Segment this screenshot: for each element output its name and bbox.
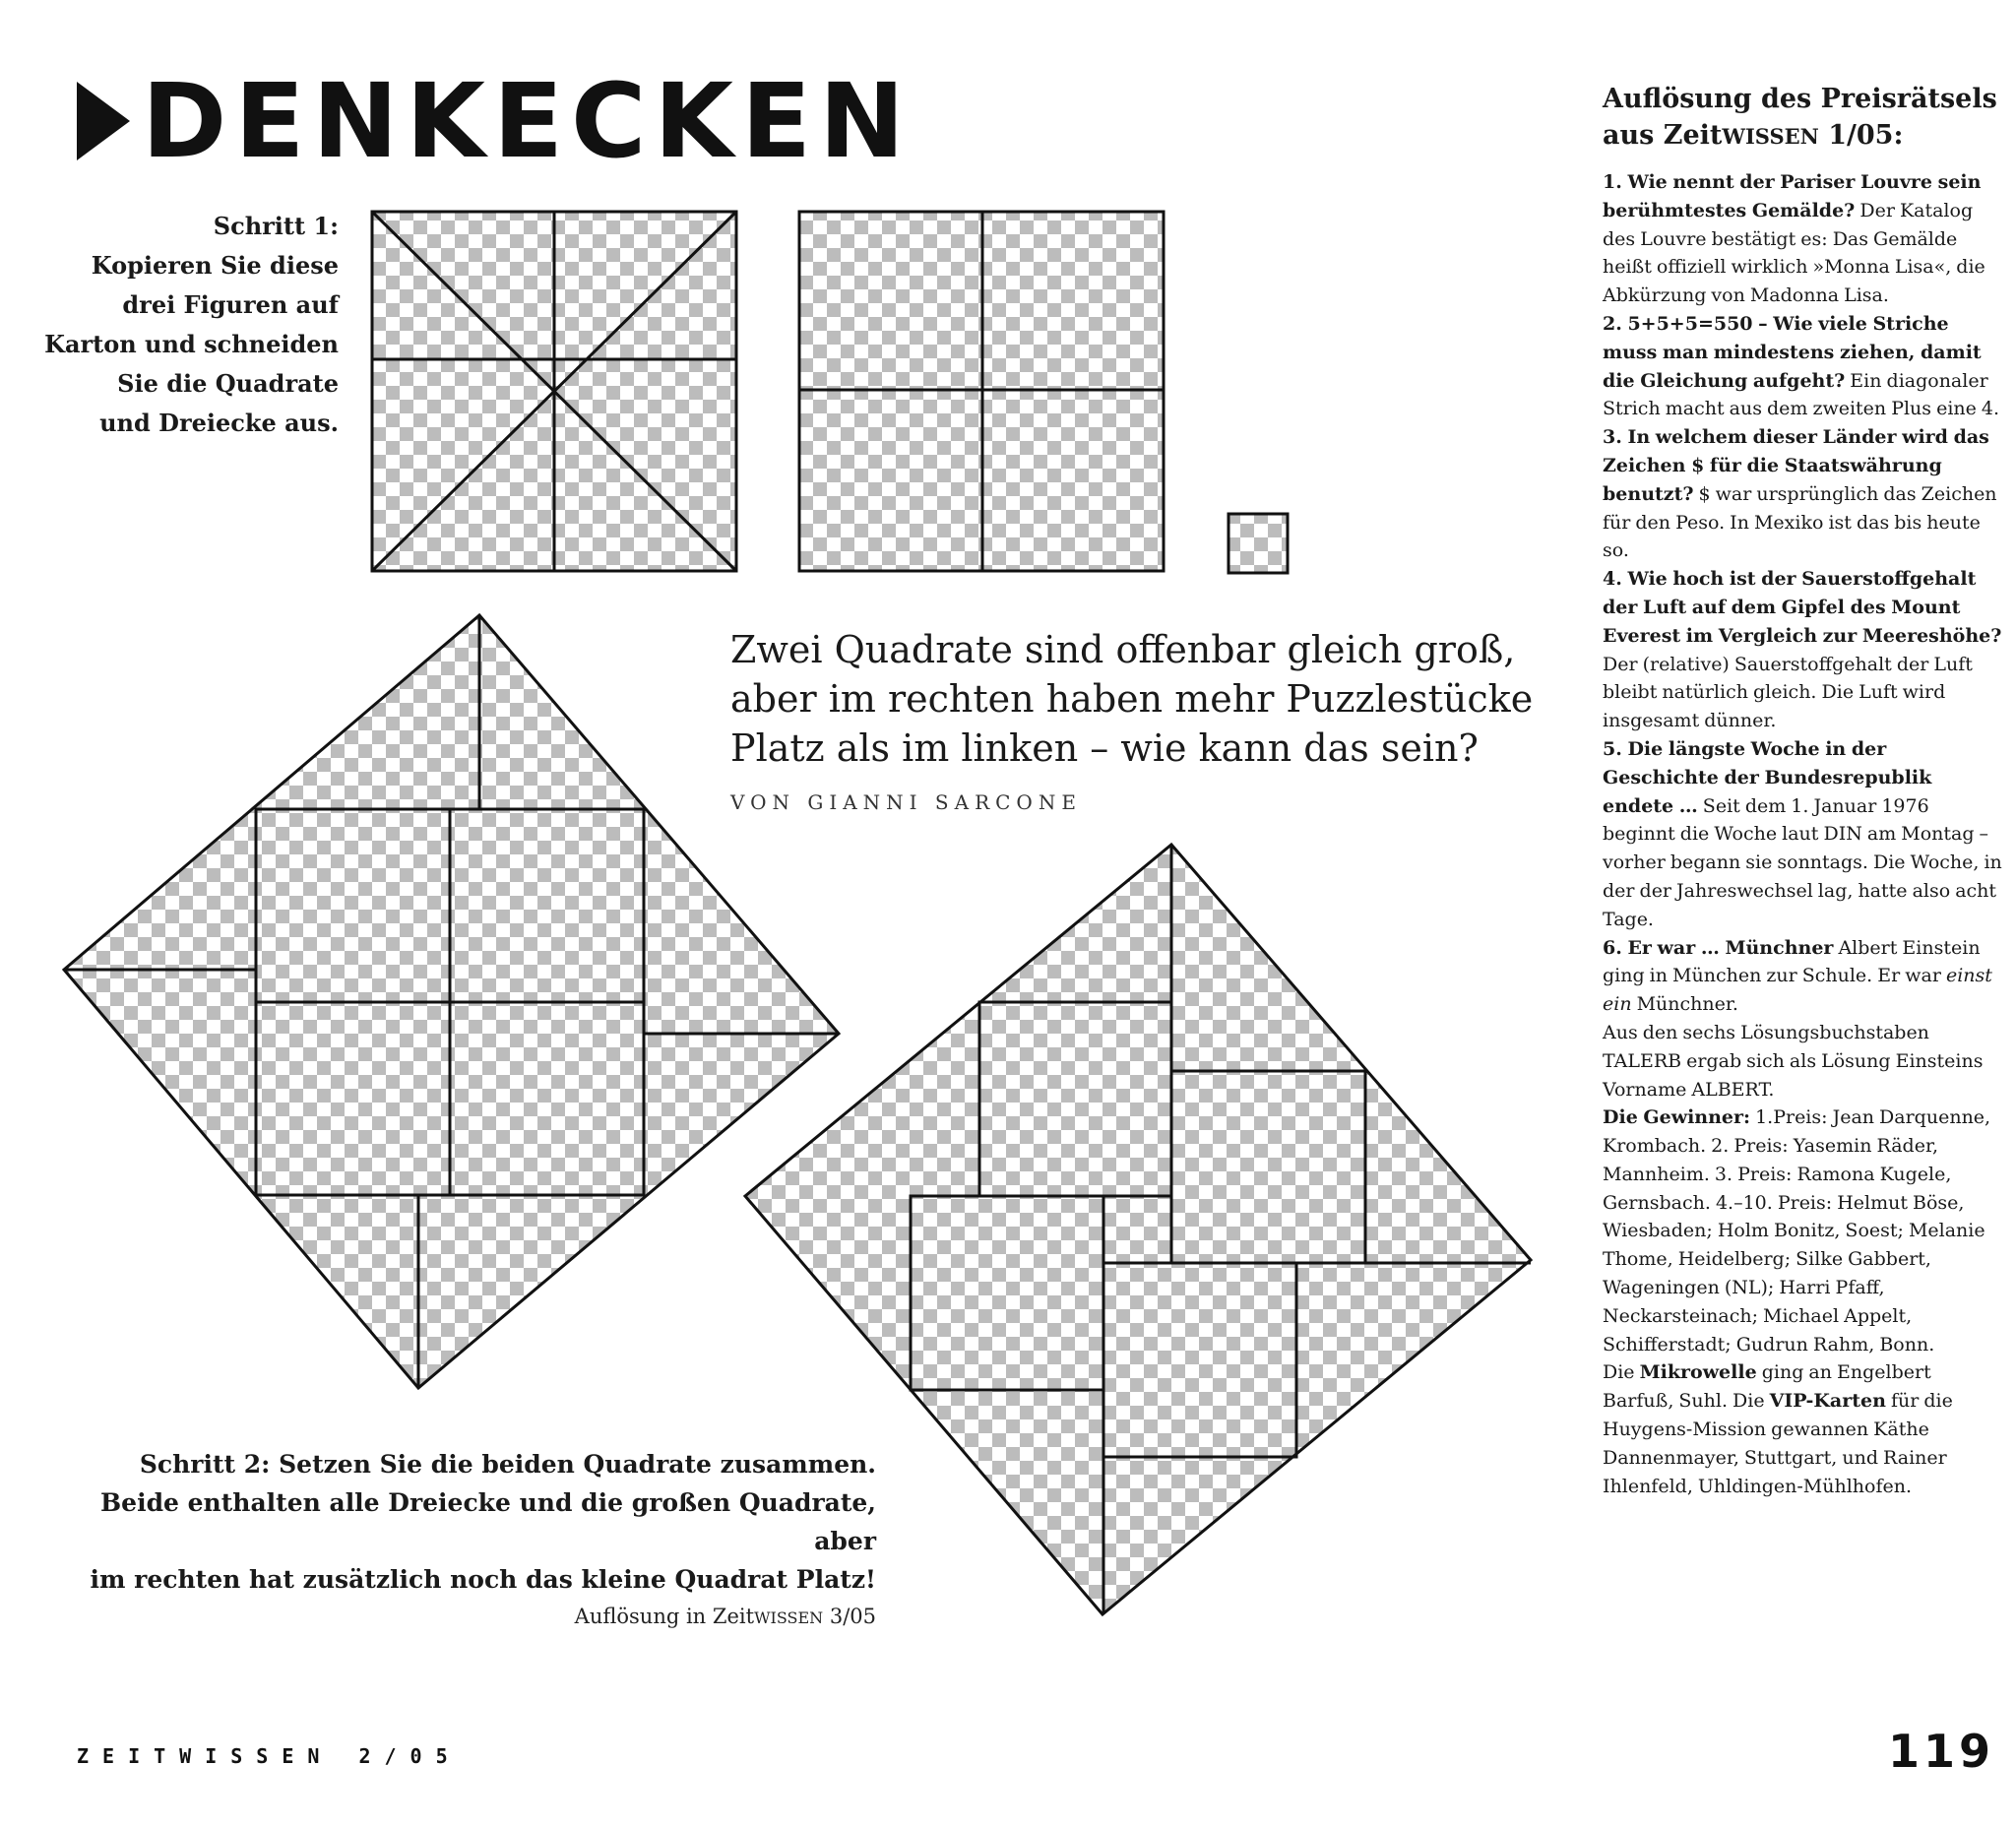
step2-line: Schritt 2: Setzen Sie die beiden Quadrate zusammen. bbox=[139, 1450, 876, 1479]
step2-line: im rechten hat zusätzlich noch das kleine Quadrat Platz! bbox=[90, 1565, 876, 1594]
puzzle-question bbox=[730, 625, 1616, 814]
step2-line: Beide enthalten alle Dreiecke und die großen Quadrate, aber bbox=[100, 1488, 876, 1555]
step1-line: Kopieren Sie diese bbox=[91, 251, 339, 280]
solution-heading bbox=[1603, 81, 2004, 155]
answer-5 bbox=[1603, 735, 2004, 934]
page-number: 119 bbox=[1887, 1725, 1994, 1778]
step1-line: drei Figuren auf bbox=[122, 290, 339, 319]
answer-4-text: Der (relative) Sauerstoffgehalt der Luft bleibt natürlich gleich. Die Luft wird insgesamt dünner. bbox=[1603, 653, 1973, 732]
step2-instructions bbox=[59, 1445, 876, 1628]
answer-1 bbox=[1603, 168, 2004, 310]
question-6: 6. Er war … Münchner bbox=[1603, 936, 1834, 959]
solution-body bbox=[1603, 168, 2004, 1500]
small-square-figure bbox=[1228, 514, 1288, 573]
question-line: aber im rechten haben mehr Puzzlestücke bbox=[730, 677, 1534, 721]
prize-mikrowelle: Mikrowelle bbox=[1639, 1361, 1757, 1384]
question-line: Platz als im linken – wie kann das sein? bbox=[730, 726, 1479, 770]
prizes-text: Die bbox=[1603, 1361, 1640, 1384]
answer-6-text-end: Münchner. bbox=[1631, 993, 1738, 1016]
answer-3-text: $ war ursprünglich das Zeichen für den Peso. In Mexiko ist das bis heute so. bbox=[1603, 482, 1997, 562]
page-title: DENKECKEN bbox=[142, 61, 914, 181]
answer-2 bbox=[1603, 310, 2004, 423]
ref-issue: 3/05 bbox=[823, 1605, 876, 1628]
step2-text bbox=[59, 1445, 876, 1599]
magazine-footer: ZEITWISSEN 2/05 bbox=[77, 1744, 462, 1768]
question-4: 4. Wie hoch ist der Sauerstoffgehalt der Luft auf dem Gipfel des Mount Everest im Vergleich zur Meereshöhe? bbox=[1603, 568, 2002, 647]
question-2: 2. 5+5+5=550 – Wie viele Striche muss man mindestens ziehen, damit die Gleichung aufgeht? bbox=[1603, 312, 1982, 392]
answer-6-text: Albert Einstein ging in München zur Schule. Er war bbox=[1603, 936, 1981, 987]
answer-6-italic: einst ein bbox=[1603, 965, 1992, 1016]
question-1: 1. Wie nennt der Pariser Louvre sein berühmtestes Gemälde? bbox=[1603, 171, 1982, 221]
ref-wissen: WISSEN bbox=[754, 1608, 824, 1627]
step1-line: Karton und schneiden bbox=[44, 330, 339, 358]
prize-vip: VIP-Karten bbox=[1769, 1390, 1886, 1413]
prizes-text: ging an Engelbert Barfuß, Suhl. Die bbox=[1603, 1361, 1931, 1413]
question-text bbox=[730, 625, 1616, 773]
winners bbox=[1603, 1103, 2004, 1358]
ref-prefix: Auflösung in bbox=[574, 1605, 713, 1628]
answer-2-text: Ein diagonaler Strich macht aus dem zweiten Plus eine 4. bbox=[1603, 369, 2000, 420]
heading-prefix: aus bbox=[1603, 120, 1664, 151]
answer-4 bbox=[1603, 565, 2004, 735]
prizes bbox=[1603, 1358, 2004, 1500]
question-line: Zwei Quadrate sind offenbar gleich groß, bbox=[730, 628, 1516, 671]
answer-1-text: Der Katalog des Louvre bestätigt es: Das Gemälde heißt offiziell wirklich »Monna Lisa«, die Abkürzung von Madonna Lisa. bbox=[1603, 199, 1985, 307]
winners-text: 1.Preis: Jean Darquenne, Krombach. 2. Preis: Yasemin Räder, Mannheim. 3. Preis: Ramona Kugele, Gernsbach. 4.–10. Preis: Helmut Böse, Wiesbaden; Holm Bonitz, Soest; Melanie Thome, Heidelberg; Silke Gabbert, Wageningen (NL); Harri Pfaff, Neckarsteinach; Michael Appelt, Schifferstadt; Gudrun Rahm, Bonn. bbox=[1603, 1106, 1991, 1355]
solution-summary: Aus den sechs Lösungsbuchstaben TALERB ergab sich als Lösung Einsteins Vorname ALBERT. bbox=[1603, 1021, 1984, 1101]
triangle-square-figure bbox=[372, 212, 736, 571]
prizes-text: für die Huygens-Mission gewannen Käthe Dannenmayer, Stuttgart, und Rainer Ihlenfeld, Uhldingen-Mühlhofen. bbox=[1603, 1390, 1953, 1497]
step1-line: Schritt 1: bbox=[213, 212, 339, 240]
solution-heading-line bbox=[1603, 117, 2004, 155]
solution-column bbox=[1603, 81, 2004, 1500]
answer-5-text: Seit dem 1. Januar 1976 beginnt die Woche laut DIN am Montag – vorher begann sie sonntags. Die Woche, in der der Jahreswechsel lag, hatte also acht Tage. bbox=[1603, 794, 2002, 930]
left-diamond-puzzle bbox=[64, 615, 839, 1388]
author-byline: VON GIANNI SARCONE bbox=[730, 790, 1082, 814]
answer-3 bbox=[1603, 423, 2004, 565]
winners-label: Die Gewinner: bbox=[1603, 1106, 1751, 1129]
step1-line: und Dreiecke aus. bbox=[99, 409, 339, 437]
answer-6 bbox=[1603, 934, 2004, 1019]
heading-zeit: Zeit bbox=[1663, 120, 1723, 151]
heading-issue: 1/05: bbox=[1818, 120, 1904, 151]
four-squares-figure bbox=[799, 212, 1164, 571]
solution-heading-line: Auflösung des Preisrätsels bbox=[1603, 84, 1997, 114]
step1-line: Sie die Quadrate bbox=[117, 369, 339, 398]
solution-reference bbox=[59, 1605, 876, 1628]
question-5: 5. Die längste Woche in der Geschichte der Bundesrepublik endete … bbox=[1603, 737, 1932, 817]
heading-wissen: WISSEN bbox=[1722, 124, 1819, 149]
question-3: 3. In welchem dieser Länder wird das Zeichen $ für die Staatswährung benutzt? bbox=[1603, 426, 1989, 505]
ref-zeit: Zeit bbox=[712, 1605, 755, 1628]
